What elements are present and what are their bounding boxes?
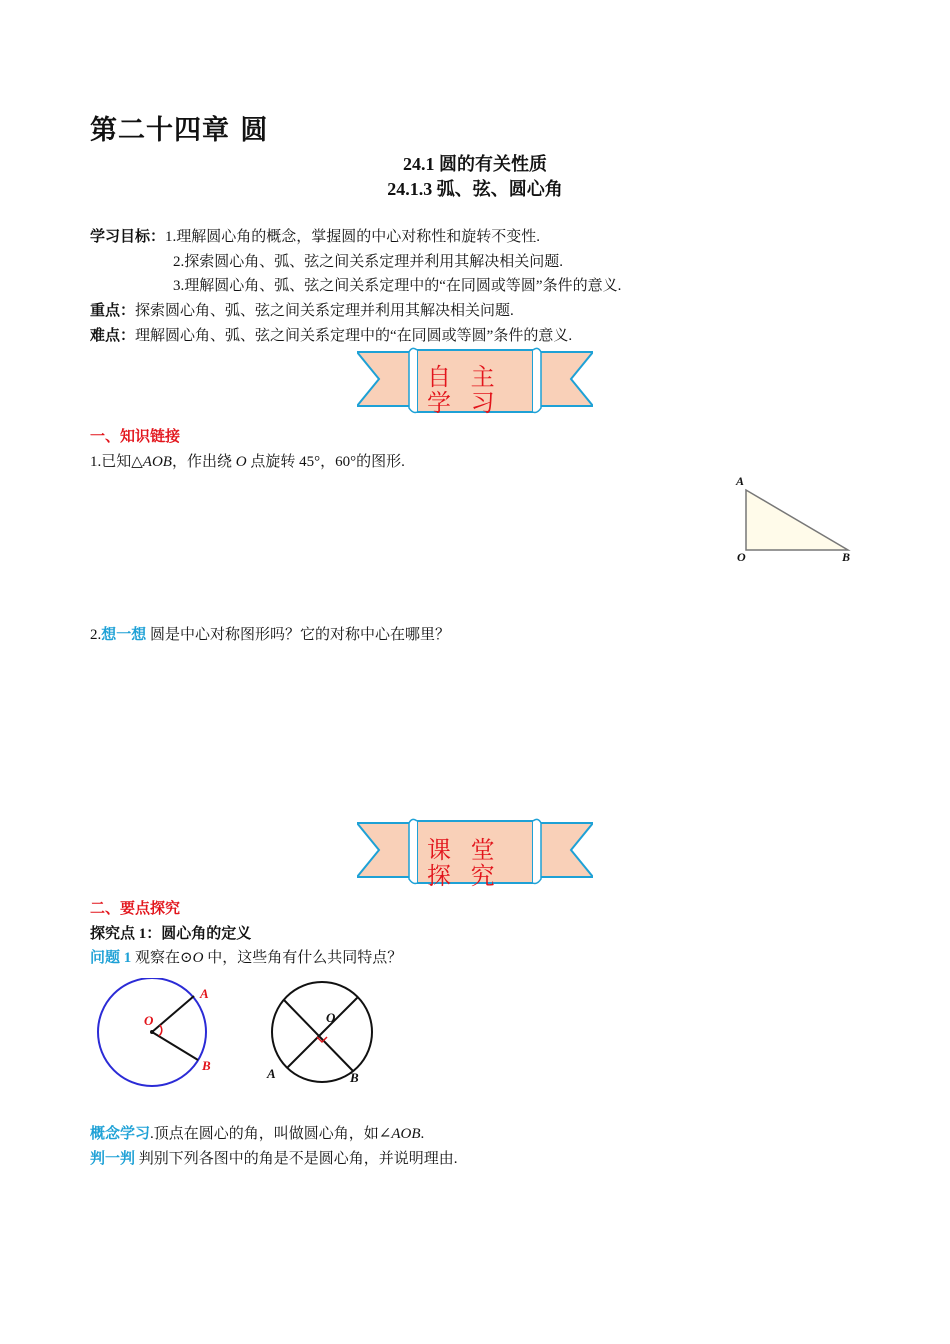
part2-heading: 二、要点探究 bbox=[90, 901, 181, 917]
objectives-label: 学习目标： bbox=[90, 229, 166, 245]
banner-self-study-label: 自 主 学 习 bbox=[427, 363, 501, 417]
triangle-label-a: A bbox=[736, 474, 745, 488]
q1-mid: ，作出绕 bbox=[171, 454, 236, 470]
fig2-label-o: O bbox=[326, 1010, 336, 1025]
triangle-figure bbox=[730, 470, 860, 570]
concept-label: 概念学习 bbox=[90, 1126, 151, 1142]
difficulty-text: 理解圆心角、弧、弦之间关系定理中的“在同圆或等圆”条件的意义. bbox=[135, 328, 573, 344]
concept-aob: AOB bbox=[391, 1126, 421, 1142]
circle-figure-2 bbox=[262, 980, 382, 1088]
q1-aob: AOB bbox=[142, 454, 172, 470]
q1-o: O bbox=[235, 454, 247, 470]
part1-heading: 一、知识链接 bbox=[90, 429, 181, 445]
question-2 bbox=[90, 625, 450, 645]
point1-title: 探究点 1：圆心角的定义 bbox=[90, 926, 252, 942]
triangle-label-b: B bbox=[842, 550, 851, 564]
fig1-label-b: B bbox=[202, 1058, 211, 1073]
problem-1-suffix: 中，这些角有什么共同特点？ bbox=[203, 950, 403, 966]
judge-prompt bbox=[90, 1149, 458, 1169]
problem-1-o: O bbox=[192, 950, 204, 966]
difficulty-label: 难点： bbox=[90, 328, 136, 344]
q2-num: 2. bbox=[90, 627, 102, 643]
key-point-label: 重点： bbox=[90, 303, 136, 319]
fig2-label-b: B bbox=[350, 1070, 359, 1085]
q1-prefix: 1.已知△ bbox=[90, 454, 143, 470]
q2-text: 圆是中心对称图形吗？它的对称中心在哪里？ bbox=[146, 627, 451, 643]
question-problem-1 bbox=[90, 948, 402, 968]
fig1-label-a: A bbox=[200, 986, 209, 1001]
question-1 bbox=[90, 452, 405, 472]
fig1-label-o: O bbox=[144, 1013, 154, 1028]
concept-learning bbox=[90, 1124, 424, 1144]
key-point bbox=[90, 301, 514, 321]
difficulty bbox=[90, 326, 572, 346]
objective-item: 1.理解圆心角的概念，掌握圆的中心对称性和旋转不变性. bbox=[165, 229, 541, 245]
objective-line-1 bbox=[90, 227, 540, 247]
banner-self-study bbox=[357, 346, 593, 418]
objective-item: 2.探索圆心角、弧、弦之间关系定理并利用其解决相关问题. bbox=[173, 254, 564, 270]
q1-suffix: 点旋转 45°，60°的图形. bbox=[246, 454, 405, 470]
concept-prefix: .顶点在圆心的角，叫做圆心角，如∠ bbox=[150, 1126, 392, 1142]
subsection-title: 24.1.3 弧、弦、圆心角 bbox=[387, 179, 563, 199]
banner-classroom bbox=[357, 817, 593, 889]
problem-1-prefix: 观察在⊙ bbox=[131, 950, 193, 966]
judge-label: 判一判 bbox=[90, 1151, 136, 1167]
q2-label: 想一想 bbox=[101, 627, 147, 643]
fig2-label-a: A bbox=[267, 1066, 276, 1081]
triangle-label-o: O bbox=[737, 550, 746, 564]
crossing-diameters-circle-icon bbox=[262, 980, 382, 1088]
objective-item: 3.理解圆心角、弧、弦之间关系定理中的“在同圆或等圆”条件的意义. bbox=[173, 278, 622, 294]
circle-figure-1 bbox=[92, 978, 222, 1090]
banner-classroom-label: 课 堂 探 究 bbox=[427, 836, 501, 890]
judge-text: 判别下列各图中的角是不是圆心角，并说明理由. bbox=[135, 1151, 458, 1167]
section-title: 24.1 圆的有关性质 bbox=[403, 154, 547, 174]
key-point-text: 探索圆心角、弧、弦之间关系定理并利用其解决相关问题. bbox=[135, 303, 514, 319]
concept-suffix: . bbox=[420, 1126, 425, 1142]
triangle-aob-icon bbox=[730, 470, 860, 570]
chapter-title: 第二十四章 圆 bbox=[90, 115, 269, 146]
problem-1-label: 问题 1 bbox=[90, 950, 132, 966]
